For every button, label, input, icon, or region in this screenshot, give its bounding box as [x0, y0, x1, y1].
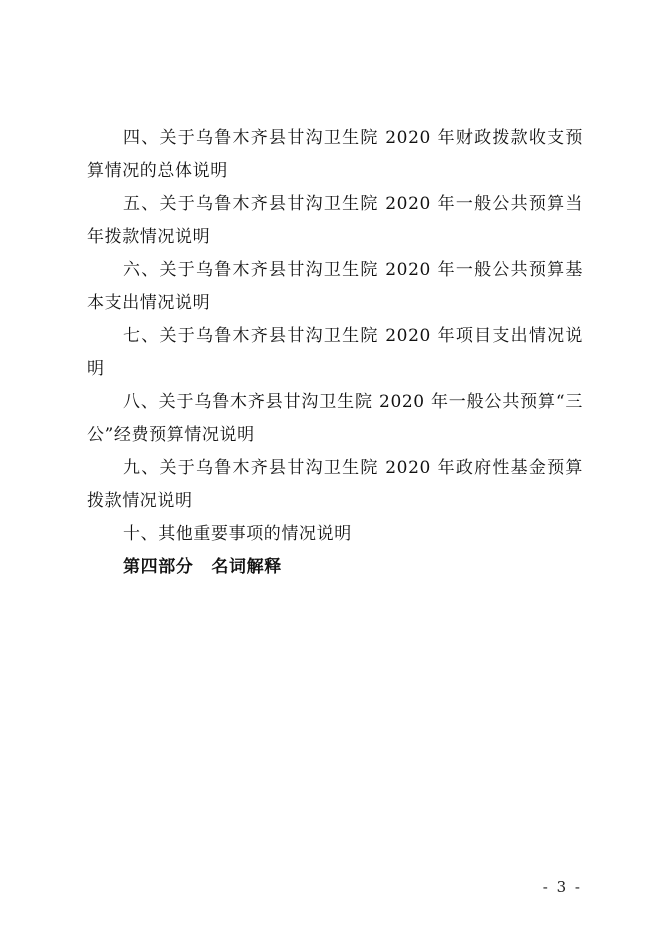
toc-item-7: 七、关于乌鲁木齐县甘沟卫生院 2020 年项目支出情况说明 [87, 326, 583, 379]
page-number: - 3 - [542, 878, 582, 896]
toc-item-5: 五、关于乌鲁木齐县甘沟卫生院 2020 年一般公共预算当年拨款情况说明 [87, 194, 583, 247]
toc-item-9: 九、关于乌鲁木齐县甘沟卫生院 2020 年政府性基金预算拨款情况说明 [87, 458, 583, 511]
section-heading-part: 第四部分 [123, 557, 194, 577]
table-of-contents [87, 122, 583, 584]
toc-item-6: 六、关于乌鲁木齐县甘沟卫生院 2020 年一般公共预算基本支出情况说明 [87, 260, 583, 313]
toc-item-10: 十、其他重要事项的情况说明 [123, 524, 352, 544]
toc-item-4: 四、关于乌鲁木齐县甘沟卫生院 2020 年财政拨款收支预算情况的总体说明 [87, 128, 583, 181]
section-heading-title: 名词解释 [211, 557, 282, 577]
section-heading [87, 551, 583, 584]
toc-item-8: 八、关于乌鲁木齐县甘沟卫生院 2020 年一般公共预算“三公”经费预算情况说明 [87, 392, 583, 445]
